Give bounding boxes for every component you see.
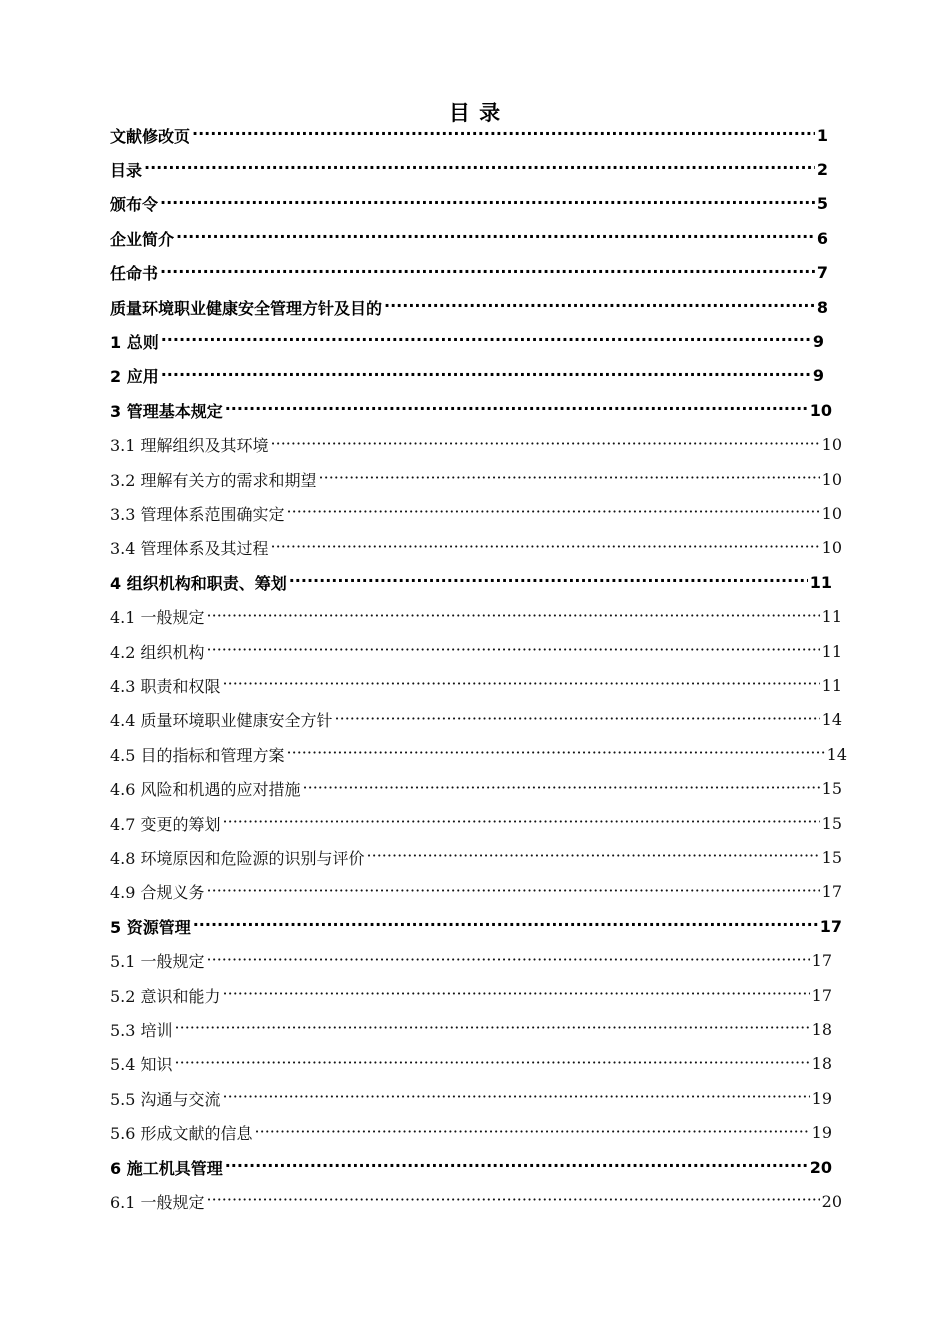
toc-entry[interactable] [110, 877, 842, 907]
toc-entry-label: 4.8 环境原因和危险源的识别与评价 [110, 848, 365, 868]
toc-entry-page: 8 [816, 297, 828, 317]
toc-leader-dots [176, 228, 815, 248]
toc-entry-label: 4.4 质量环境职业健康安全方针 [110, 711, 333, 731]
toc-entry[interactable] [110, 1118, 832, 1148]
toc-leader-dots [223, 813, 820, 833]
toc-entry-label: 4.1 一般规定 [110, 608, 205, 628]
toc-entry-label: 5.6 形成文献的信息 [110, 1124, 253, 1144]
toc-leader-dots [303, 779, 820, 799]
toc-entry-label: 4.2 组织机构 [110, 642, 205, 662]
toc-entry[interactable] [110, 498, 842, 528]
toc-leader-dots [160, 194, 815, 214]
toc-leader-dots [287, 503, 820, 523]
toc-entry-label: 企业简介 [110, 229, 175, 249]
toc-entry-page: 9 [812, 331, 824, 351]
toc-entry-page: 1 [816, 125, 828, 145]
toc-entry[interactable] [110, 430, 842, 460]
toc-entry[interactable] [110, 1049, 832, 1079]
toc-entry-page: 2 [816, 159, 828, 179]
toc-entry[interactable] [110, 636, 842, 666]
toc-entry[interactable] [110, 739, 847, 769]
toc-entry[interactable] [110, 154, 828, 184]
toc-entry[interactable] [110, 911, 842, 941]
toc-leader-dots [335, 710, 820, 730]
toc-leader-dots [161, 366, 811, 386]
toc-entry-page: 14 [826, 744, 847, 764]
toc-entry[interactable] [110, 1186, 842, 1216]
toc-entry[interactable] [110, 292, 828, 322]
toc-entry-label: 1 总则 [110, 332, 159, 352]
toc-leader-dots [271, 435, 820, 455]
toc-entry[interactable] [110, 567, 832, 597]
toc-leader-dots [144, 159, 815, 179]
toc-entry-page: 9 [812, 366, 824, 386]
toc-leader-dots [287, 744, 825, 764]
toc-leader-dots [384, 297, 815, 317]
toc-entry[interactable] [110, 361, 824, 391]
toc-entry-label: 4.6 风险和机遇的应对措施 [110, 780, 301, 800]
toc-entry[interactable] [110, 533, 842, 563]
toc-entry-page: 11 [821, 607, 842, 627]
toc-entry-label: 2 应用 [110, 367, 159, 387]
toc-entry[interactable] [110, 120, 828, 150]
toc-entry-page: 10 [821, 503, 842, 523]
toc-leader-dots [207, 641, 820, 661]
toc-entry[interactable] [110, 1083, 832, 1113]
toc-leader-dots [223, 985, 810, 1005]
toc-entry-page: 19 [811, 1088, 832, 1108]
toc-leader-dots [289, 572, 808, 592]
toc-entry-page: 5 [816, 194, 828, 214]
toc-entry-label: 5.3 培训 [110, 1020, 173, 1040]
page-title: 目 录 [448, 101, 502, 125]
toc-entry-label: 任命书 [110, 264, 159, 284]
toc-entry-page: 11 [809, 572, 832, 592]
toc-entry[interactable] [110, 395, 832, 425]
toc-entry[interactable] [110, 774, 842, 804]
toc-entry-label: 5 资源管理 [110, 917, 191, 937]
toc-entry-label: 3.1 理解组织及其环境 [110, 436, 269, 456]
toc-entry-page: 18 [811, 1054, 832, 1074]
toc-entry[interactable] [110, 808, 842, 838]
toc-entry-label: 5.5 沟通与交流 [110, 1089, 221, 1109]
toc-entry-page: 7 [816, 263, 828, 283]
toc-entry-label: 5.2 意识和能力 [110, 986, 221, 1006]
toc-entry[interactable] [110, 1152, 832, 1182]
toc-entry-label: 5.4 知识 [110, 1055, 173, 1075]
toc-entry[interactable] [110, 258, 828, 288]
toc-leader-dots [192, 125, 815, 145]
toc-entry-label: 5.1 一般规定 [110, 952, 205, 972]
toc-entry-page: 10 [821, 538, 842, 558]
toc-entry-page: 15 [821, 847, 842, 867]
toc-entry[interactable] [110, 980, 832, 1010]
toc-leader-dots [223, 1088, 810, 1108]
toc-leader-dots [319, 469, 820, 489]
toc-entry-page: 20 [809, 1157, 832, 1177]
toc-entry-page: 20 [821, 1191, 842, 1211]
toc-entry-page: 17 [811, 951, 832, 971]
toc-entry-page: 17 [821, 882, 842, 902]
toc-entry-label: 质量环境职业健康安全管理方针及目的 [110, 298, 383, 318]
toc-leader-dots [225, 400, 808, 420]
toc-leader-dots [367, 847, 820, 867]
toc-entry-label: 目录 [110, 160, 143, 180]
toc-entry-label: 4.9 合规义务 [110, 883, 205, 903]
toc-entry-page: 15 [821, 779, 842, 799]
toc-entry-label: 3.3 管理体系范围确实定 [110, 504, 285, 524]
toc-entry[interactable] [110, 670, 842, 700]
toc-entry-label: 4.5 目的指标和管理方案 [110, 745, 285, 765]
toc-leader-dots [271, 538, 820, 558]
toc-entry-label: 颁布令 [110, 195, 159, 215]
toc-leader-dots [207, 951, 810, 971]
toc-leader-dots [207, 607, 820, 627]
toc-entry-label: 3.2 理解有关方的需求和期望 [110, 470, 317, 490]
toc-entry-label: 4 组织机构和职责、筹划 [110, 573, 287, 593]
toc-entry-page: 6 [816, 228, 828, 248]
toc-entry-page: 11 [821, 641, 842, 661]
toc-entry[interactable] [110, 705, 842, 735]
toc-entry[interactable] [110, 946, 832, 976]
toc-entry-page: 15 [821, 813, 842, 833]
toc-leader-dots [223, 675, 820, 695]
toc-entry-label: 3 管理基本规定 [110, 401, 223, 421]
toc-entry-label: 4.3 职责和权限 [110, 676, 221, 696]
toc-entry-page: 18 [811, 1019, 832, 1039]
toc-entry-label: 4.7 变更的筹划 [110, 814, 221, 834]
toc-entry[interactable] [110, 464, 842, 494]
toc-leader-dots [207, 882, 820, 902]
toc-entry-page: 10 [809, 400, 832, 420]
toc-leader-dots [193, 916, 818, 936]
toc-entry[interactable] [110, 326, 824, 356]
toc-entry-page: 14 [821, 710, 842, 730]
toc-entry-page: 10 [821, 435, 842, 455]
toc-leader-dots [225, 1157, 808, 1177]
toc-entry-label: 6.1 一般规定 [110, 1192, 205, 1212]
toc-leader-dots [161, 331, 811, 351]
toc-entry[interactable] [110, 602, 842, 632]
toc-entry-label: 6 施工机具管理 [110, 1158, 223, 1178]
toc-entry[interactable] [110, 842, 842, 872]
toc-entry[interactable] [110, 1014, 832, 1044]
toc-leader-dots [175, 1019, 810, 1039]
toc-entry[interactable] [110, 189, 828, 219]
toc-entry-label: 3.4 管理体系及其过程 [110, 539, 269, 559]
toc-entry-page: 11 [821, 675, 842, 695]
toc-leader-dots [207, 1191, 820, 1211]
toc-entry-label: 文献修改页 [110, 126, 191, 146]
toc-entry-page: 19 [811, 1123, 832, 1143]
toc-leader-dots [175, 1054, 810, 1074]
toc-entry-page: 17 [819, 916, 842, 936]
toc-entry[interactable] [110, 223, 828, 253]
toc-leader-dots [255, 1123, 810, 1143]
toc-entry-page: 17 [811, 985, 832, 1005]
toc-entry-page: 10 [821, 469, 842, 489]
toc-leader-dots [160, 263, 815, 283]
